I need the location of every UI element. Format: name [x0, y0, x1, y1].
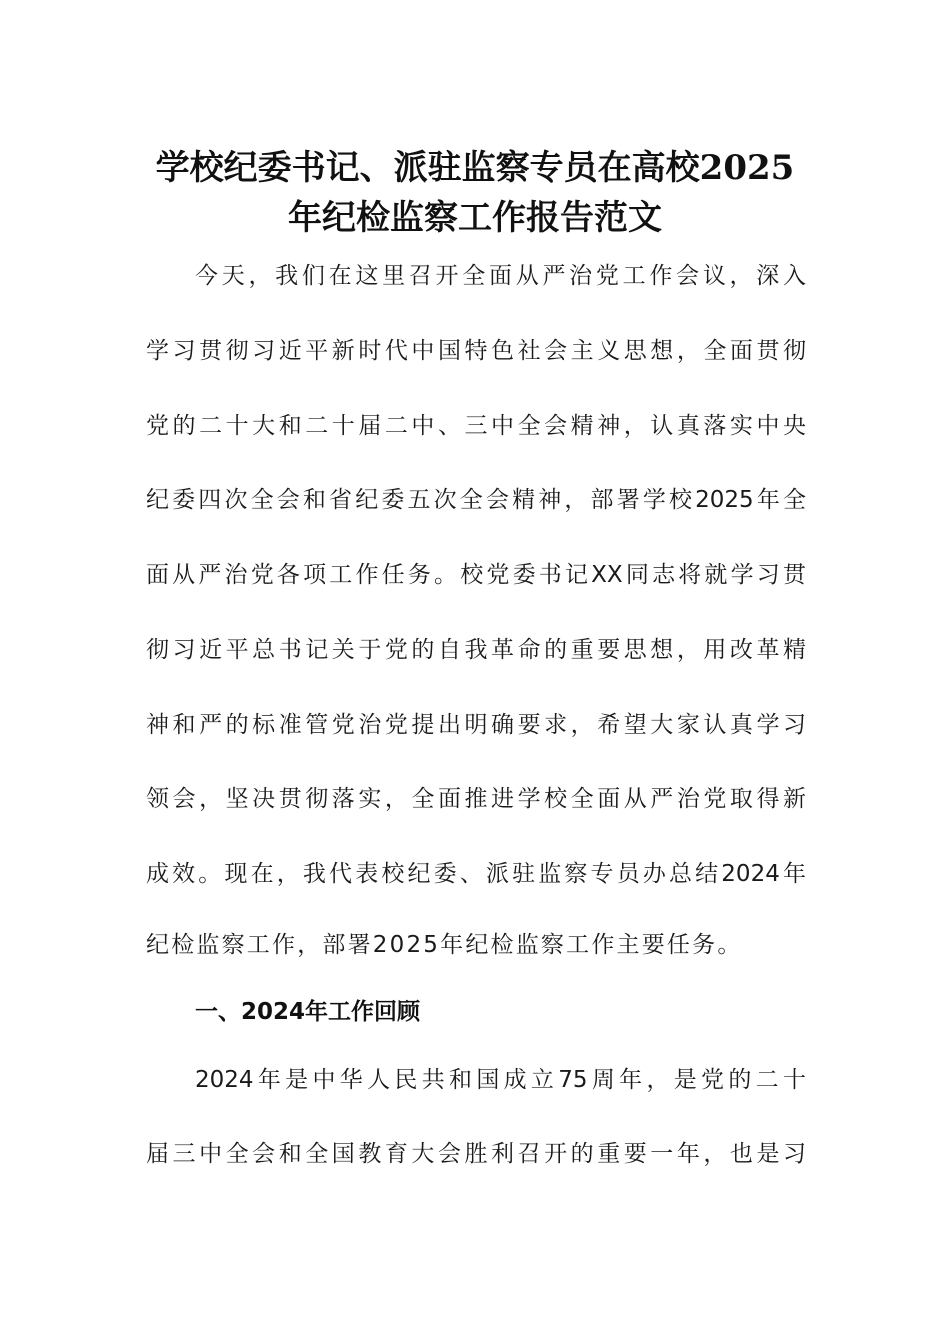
document-title-line-1: 学校纪委书记、派驻监察专员在高校2025 — [155, 148, 795, 188]
paragraph-line: 学习贯彻习近平新时代中国特色社会主义思想，全面贯彻 — [146, 338, 806, 364]
paragraph-line: 彻习近平总书记关于党的自我革命的重要思想，用改革精 — [146, 637, 806, 663]
paragraph-line: 成效。现在，我代表校纪委、派驻监察专员办总结2024年 — [146, 861, 806, 887]
paragraph-line: 届三中全会和全国教育大会胜利召开的重要一年，也是习 — [146, 1141, 806, 1167]
paragraph-line: 2024年是中华人民共和国成立75周年，是党的二十 — [195, 1067, 806, 1093]
paragraph-line: 今天，我们在这里召开全面从严治党工作会议，深入 — [195, 263, 806, 289]
section-heading: 一、2024年工作回顾 — [195, 999, 421, 1025]
paragraph-line: 纪检监察工作，部署2025年纪检监察工作主要任务。 — [146, 932, 743, 958]
paragraph-line: 神和严的标准管党治党提出明确要求，希望大家认真学习 — [146, 712, 806, 738]
document-title-line-2: 年纪检监察工作报告范文 — [288, 198, 662, 238]
paragraph-line: 党的二十大和二十届二中、三中全会精神，认真落实中央 — [146, 413, 806, 439]
paragraph-line: 纪委四次全会和省纪委五次全会精神，部署学校2025年全 — [146, 487, 806, 513]
paragraph-line: 面从严治党各项工作任务。校党委书记XX同志将就学习贯 — [146, 562, 806, 588]
paragraph-line: 领会，坚决贯彻落实，全面推进学校全面从严治党取得新 — [146, 786, 806, 812]
